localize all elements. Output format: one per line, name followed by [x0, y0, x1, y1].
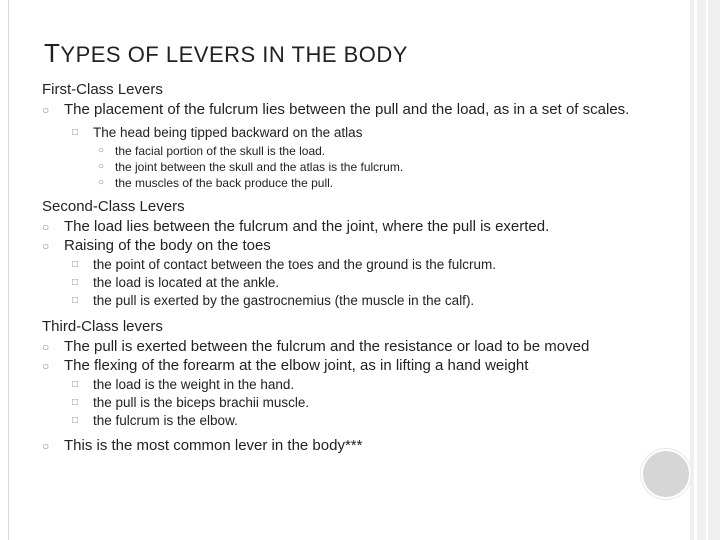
bullet-item [42, 358, 682, 374]
circle-bullet-icon: ○ [98, 145, 105, 156]
square-bullet-icon: □ [72, 415, 79, 426]
circle-bullet-icon: ○ [42, 340, 50, 354]
sub-bullet-text: the load is the weight in the hand. [93, 377, 295, 392]
slide-title [44, 38, 408, 69]
circle-bullet-icon: ○ [98, 161, 105, 172]
sub-bullet-item [42, 125, 682, 141]
sub-sub-bullet-text: the joint between the skull and the atlas is the fulcrum. [115, 160, 404, 174]
sub-sub-bullet-text: the facial portion of the skull is the load. [115, 144, 326, 158]
bullet-item [42, 238, 682, 254]
bullet-text: The placement of the fulcrum lies between the pull and the load, as in a set of scales. [64, 101, 630, 118]
bullet-item [42, 339, 682, 355]
right-decorative-stripe [694, 0, 697, 540]
sub-sub-bullet-item [42, 159, 682, 175]
sub-sub-bullet-item [42, 143, 682, 159]
title-first-letter: T [44, 38, 61, 68]
sub-bullet-item [42, 257, 682, 273]
bullet-item [42, 438, 682, 454]
square-bullet-icon: □ [72, 295, 79, 306]
left-border-line [8, 0, 9, 540]
circle-bullet-icon: ○ [42, 103, 50, 117]
bullet-text: Raising of the body on the toes [64, 237, 271, 254]
sub-sub-bullet-item [42, 175, 682, 191]
sub-bullet-text: the fulcrum is the elbow. [93, 413, 238, 428]
square-bullet-icon: □ [72, 259, 79, 270]
sub-bullet-item [42, 275, 682, 291]
sub-bullet-item [42, 395, 682, 411]
bullet-text: The load lies between the fulcrum and the joint, where the pull is exerted. [64, 218, 550, 235]
right-decorative-stripe [706, 0, 708, 540]
section-heading: First-Class Levers [42, 81, 163, 98]
bullet-text: The flexing of the forearm at the elbow joint, as in lifting a hand weight [64, 357, 529, 374]
square-bullet-icon: □ [72, 397, 79, 408]
bullet-item [42, 219, 682, 235]
sub-bullet-text: The head being tipped backward on the atlas [93, 125, 363, 140]
circle-bullet-icon: ○ [42, 439, 50, 453]
circle-bullet-icon: ○ [42, 359, 50, 373]
sub-bullet-item [42, 413, 682, 429]
square-bullet-icon: □ [72, 127, 79, 138]
sub-bullet-text: the pull is exerted by the gastrocnemius (the muscle in the calf). [93, 293, 475, 308]
sub-bullet-text: the point of contact between the toes and the ground is the fulcrum. [93, 257, 497, 272]
slide-content [42, 80, 682, 457]
section-heading: Second-Class Levers [42, 198, 185, 215]
circle-bullet-icon: ○ [42, 220, 50, 234]
sub-bullet-text: the load is located at the ankle. [93, 275, 280, 290]
sub-bullet-text: the pull is the biceps brachii muscle. [93, 395, 310, 410]
square-bullet-icon: □ [72, 379, 79, 390]
bullet-text: This is the most common lever in the body*** [64, 437, 363, 454]
sub-bullet-item [42, 377, 682, 393]
circle-bullet-icon: ○ [42, 239, 50, 253]
sub-sub-bullet-text: the muscles of the back produce the pull. [115, 176, 334, 190]
title-rest: YPES OF LEVERS IN THE BODY [60, 42, 408, 67]
circle-bullet-icon: ○ [98, 177, 105, 188]
section-heading: Third-Class levers [42, 318, 163, 335]
sub-bullet-item [42, 293, 682, 309]
square-bullet-icon: □ [72, 277, 79, 288]
bullet-item [42, 102, 682, 118]
bullet-text: The pull is exerted between the fulcrum and the resistance or load to be moved [64, 338, 590, 355]
